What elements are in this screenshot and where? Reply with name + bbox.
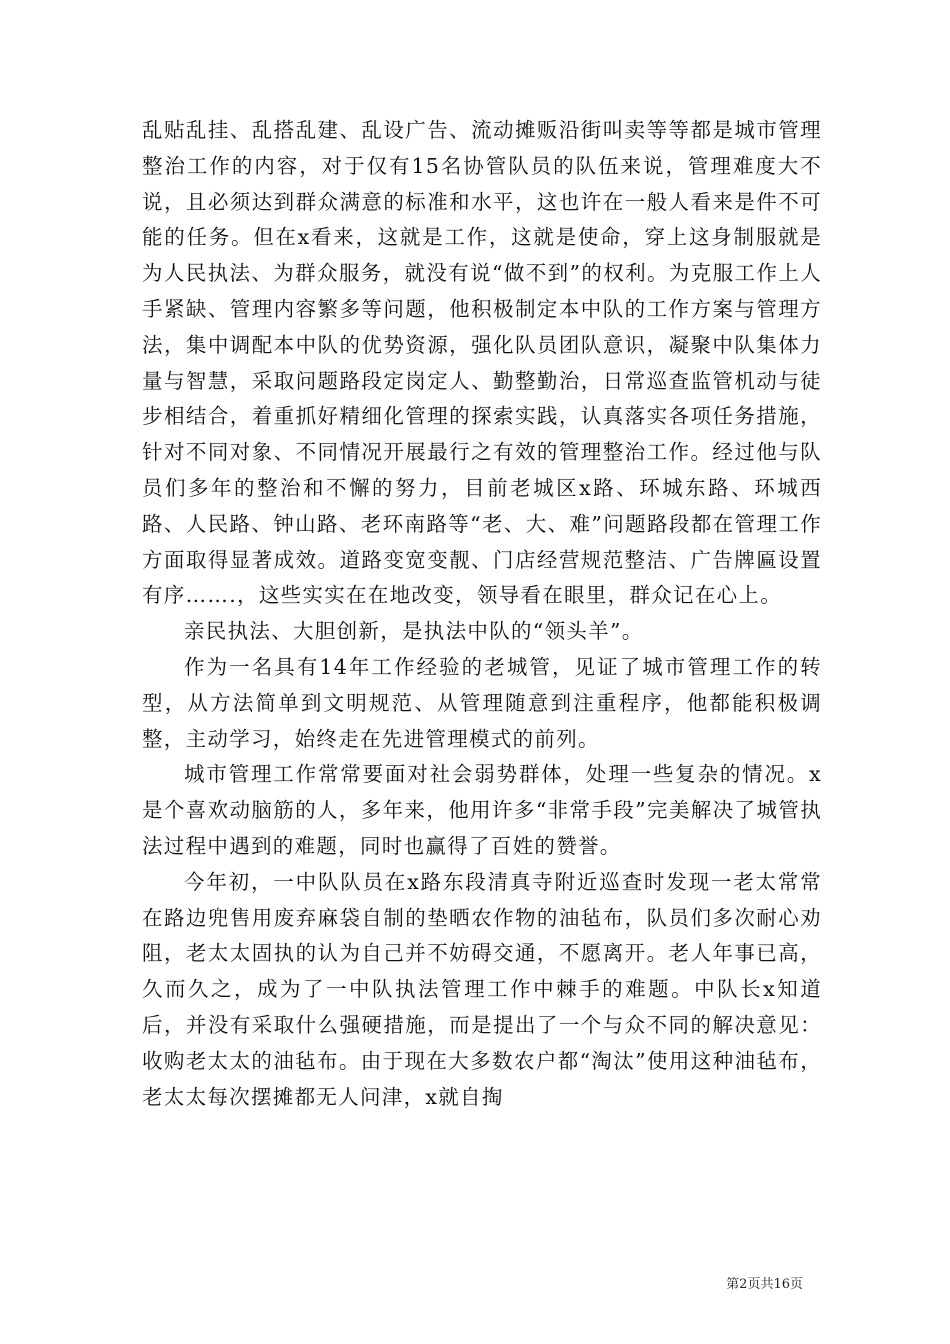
- paragraph: 作为一名具有14年工作经验的老城管，见证了城市管理工作的转型，从方法简单到文明规范、从管理随意到注重程序，他都能积极调整，主动学习，始终走在先进管理模式的前列。: [142, 654, 822, 751]
- document-body: [142, 113, 822, 1115]
- paragraph-heading-statement: 亲民执法、大胆创新，是执法中队的“领头羊”。: [184, 619, 644, 644]
- paragraph: 今年初，一中队队员在x路东段清真寺附近巡查时发现一老太常常在路边兜售用废弃麻袋自制的垫晒农作物的油毡布，队员们多次耐心劝阻，老太太固执的认为自己并不妨碍交通，不愿离开。老人年事已高，久而久之，成为了一中队执法管理工作中棘手的难题。中队长x知道后，并没有采取什么强硬措施，而是提出了一个与众不同的解决意见：收购老太太的油毡布。由于现在大多数农户都“淘汰”使用这种油毡布，老太太每次摆摊都无人问津，x就自掏: [142, 869, 822, 1109]
- page-number-footer: 第2页共16页: [726, 1277, 803, 1292]
- paragraph-continuation: 乱贴乱挂、乱搭乱建、乱设广告、流动摊贩沿街叫卖等等都是城市管理整治工作的内容，对于仅有15名协管队员的队伍来说，管理难度大不说，且必须达到群众满意的标准和水平，这也许在一般人看来是件不可能的任务。但在x看来，这就是工作，这就是使命，穿上这身制服就是为人民执法、为群众服务，就没有说“做不到”的权利。为克服工作上人手紧缺、管理内容繁多等问题，他积极制定本中队的工作方案与管理方法，集中调配本中队的优势资源，强化队员团队意识，凝聚中队集体力量与智慧，采取问题路段定岗定人、勤整勤治，日常巡查监管机动与徒步相结合，着重抓好精细化管理的探索实践，认真落实各项任务措施，针对不同对象、不同情况开展最行之有效的管理整治工作。经过他与队员们多年的整治和不懈的努力，目前老城区x路、环城东路、环城西路、人民路、钟山路、老环南路等“老、大、难”问题路段都在管理工作方面取得显著成效。道路变宽变靓、门店经营规范整洁、广告牌匾设置有序…….，这些实实在在地改变，领导看在眼里，群众记在心上。: [142, 118, 822, 608]
- paragraph: 城市管理工作常常要面对社会弱势群体，处理一些复杂的情况。x是个喜欢动脑筋的人，多年来，他用许多“非常手段”完美解决了城管执法过程中遇到的难题，同时也赢得了百姓的赞誉。: [142, 762, 822, 858]
